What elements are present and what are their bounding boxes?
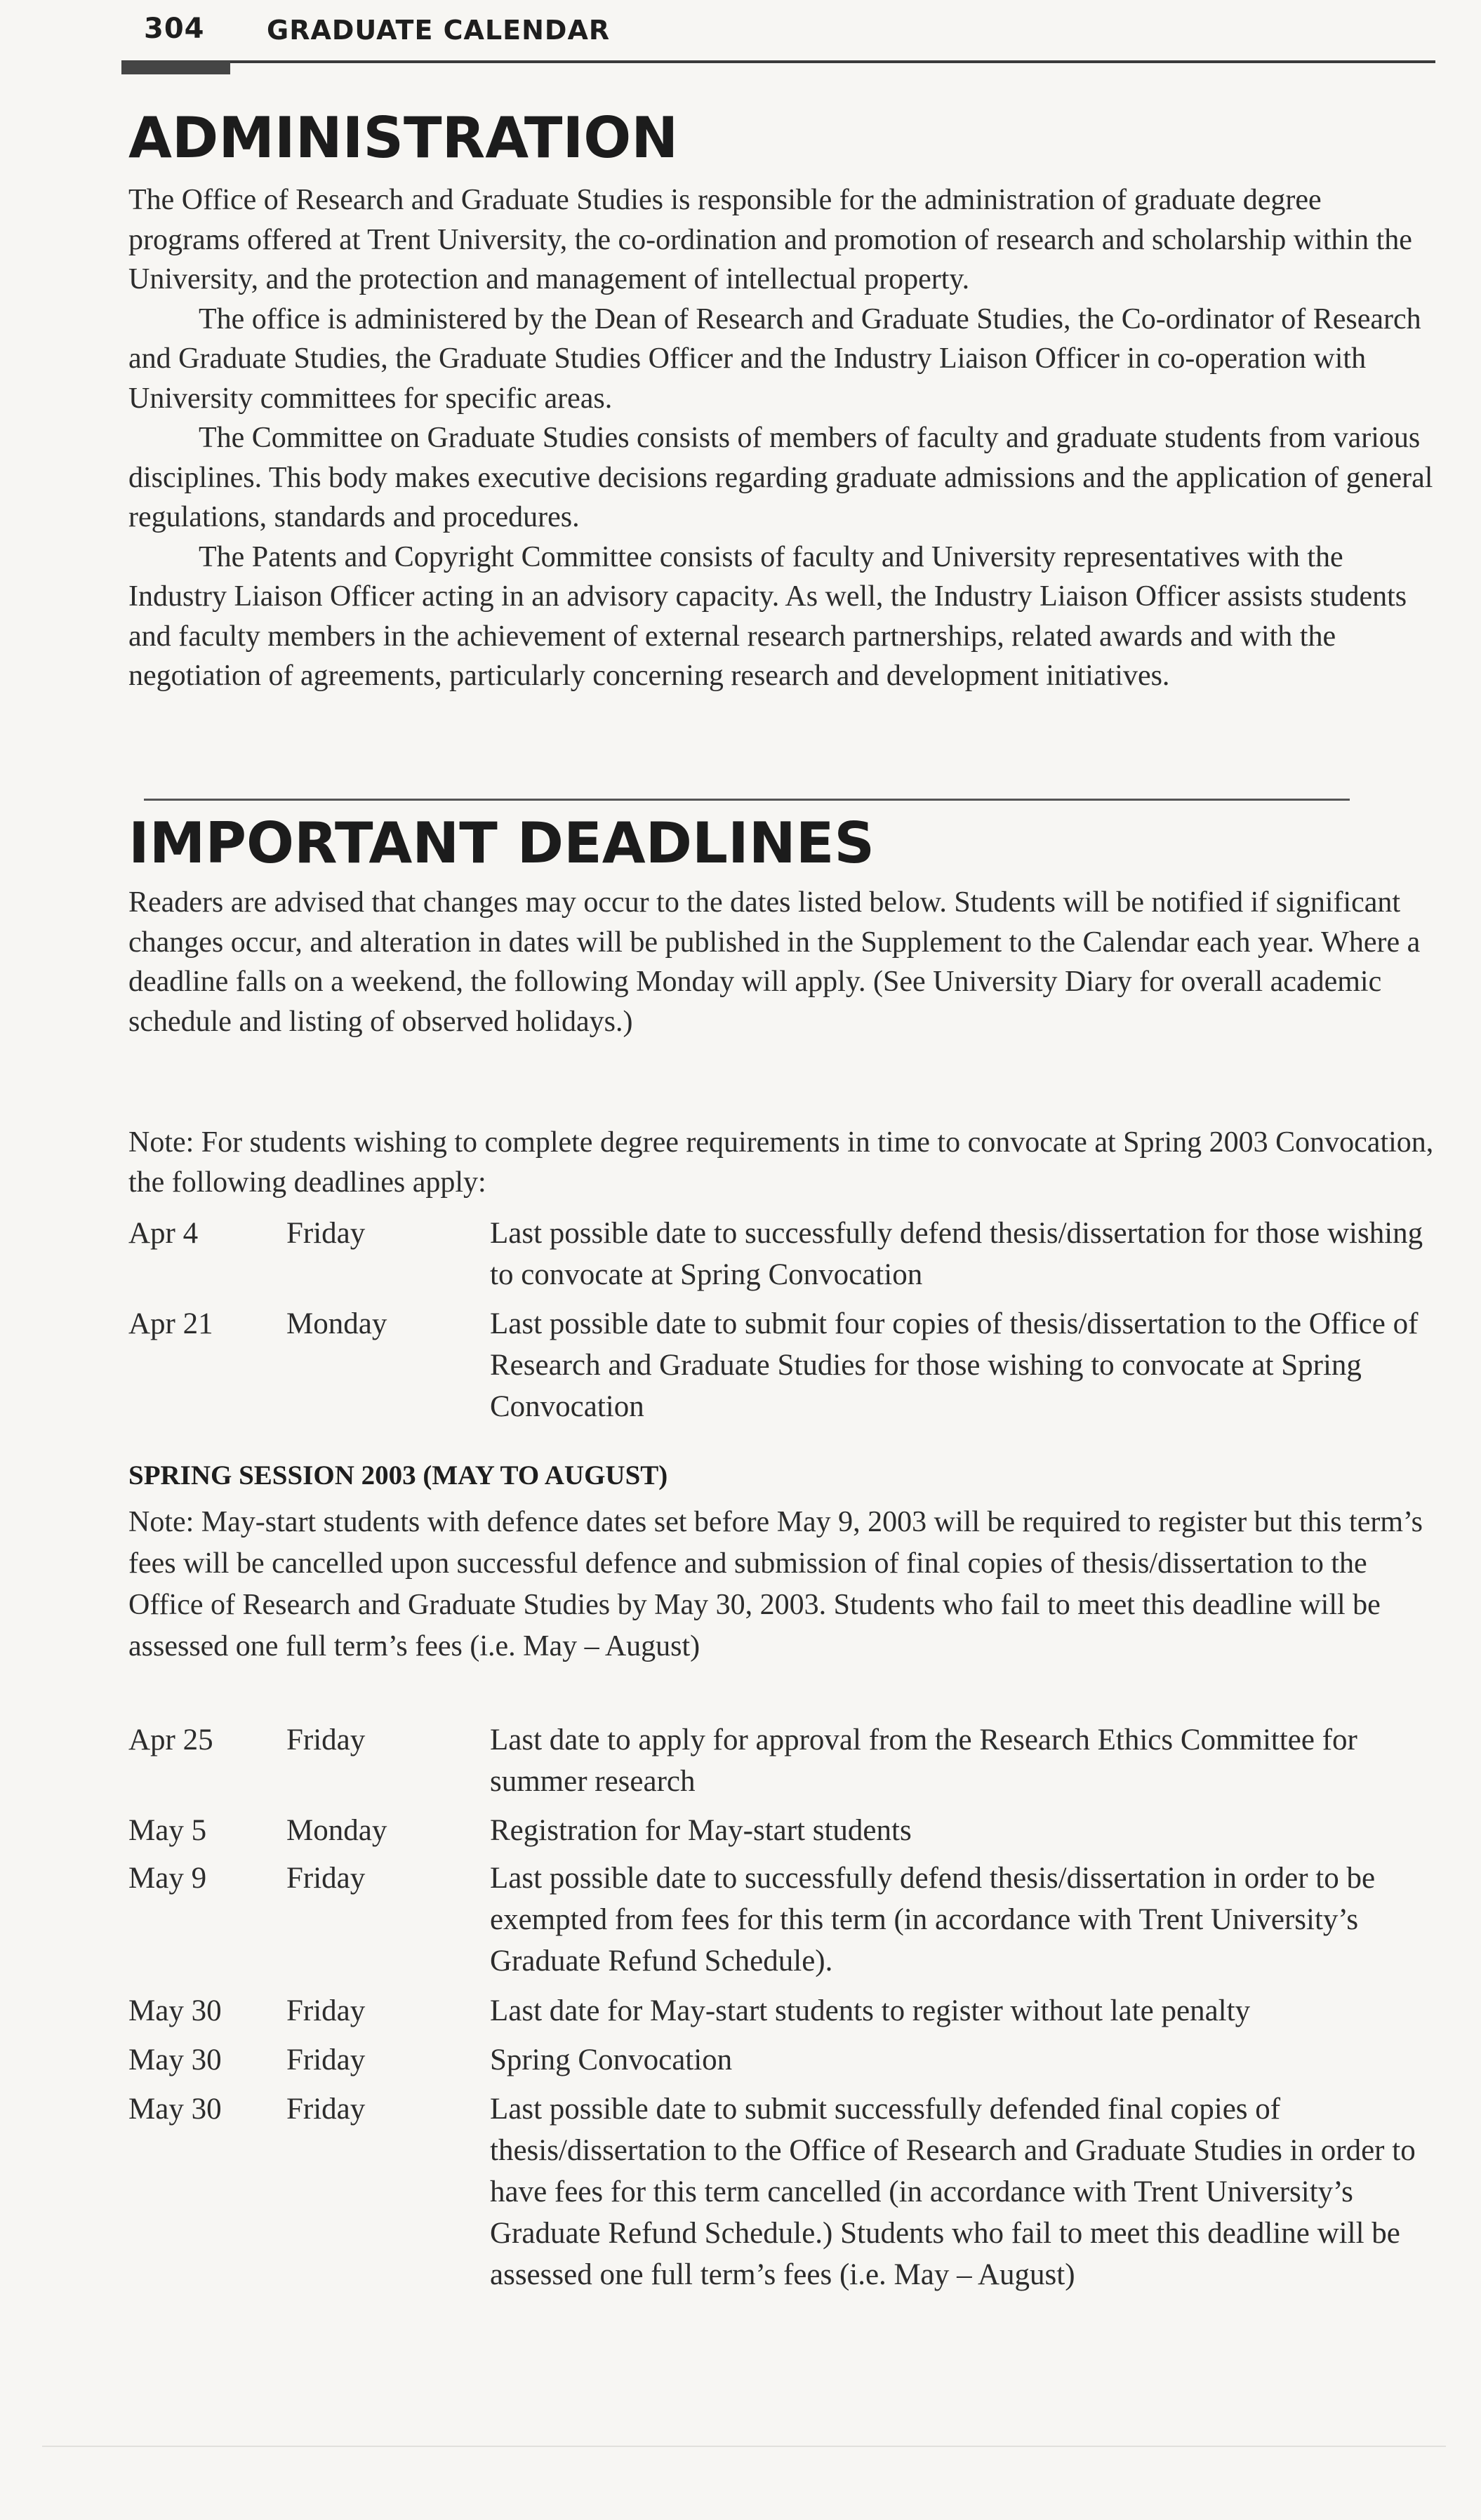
administration-body: [128, 180, 1434, 696]
header-rule-accent: [121, 61, 230, 74]
deadline-day: Monday: [286, 1307, 387, 1340]
section-divider: [144, 799, 1350, 801]
page-bottom-rule: [42, 2446, 1446, 2447]
spring-session-heading: SPRING SESSION 2003 (MAY TO AUGUST): [128, 1460, 668, 1491]
deadline-description: Last possible date to successfully defend thesis/dissertation in order to be exempted from fees for this term (in accordance with Trent University’s Graduate Refund Schedule).: [490, 1862, 1376, 1978]
deadline-description: Last possible date to successfully defend thesis/dissertation for those wishing to convocate at Spring Convocation: [490, 1217, 1423, 1291]
deadlines-intro: [128, 883, 1434, 1041]
deadline-date: May 30: [128, 2044, 222, 2076]
administration-paragraph: The Committee on Graduate Studies consists of members of faculty and graduate students from various disciplines. This body makes executive decisions regarding graduate admissions and the application of general regulations, standards and procedures.: [128, 422, 1433, 533]
convocation-note: [128, 1123, 1434, 1202]
spring-note-text: Note: May-start students with defence dates set before May 9, 2003 will be required to register but this term’s fees will be cancelled upon successful defence and submission of final copies of thesis/dissertation to the Office of Research and Graduate Studies by May 30, 2003. Students who fail to meet this deadline will be assessed one full term’s fees (i.e. May – August): [128, 1506, 1423, 1662]
deadline-description: Last possible date to submit successfully defended final copies of thesis/dissertation to the Office of Research and Graduate Studies in order to have fees for this term cancelled (in accordance with Trent University’s Graduate Refund Schedule.) Students who fail to meet this deadline will be assessed one full term’s fees (i.e. May – August): [490, 2093, 1416, 2291]
administration-heading: ADMINISTRATION: [128, 105, 679, 171]
deadline-day: Friday: [286, 1994, 366, 2027]
deadline-day: Friday: [286, 1862, 366, 1895]
deadlines-intro-text: Readers are advised that changes may occur to the dates listed below. Students will be notified if significant changes occur, and alteration in dates will be published in the Supplement to the Calendar each year. Where a deadline falls on a weekend, the following Monday will apply. (See University Diary for overall academic schedule and listing of observed holidays.): [128, 886, 1421, 1038]
deadline-date: May 5: [128, 1814, 207, 1847]
deadline-day: Friday: [286, 2093, 366, 2126]
deadline-date: Apr 21: [128, 1307, 213, 1340]
deadline-day: Friday: [286, 1724, 366, 1756]
deadline-description: Last date to apply for approval from the Research Ethics Committee for summer research: [490, 1724, 1357, 1798]
administration-paragraph: The office is administered by the Dean of Research and Graduate Studies, the Co-ordinator of Research and Graduate Studies, the Graduate Studies Officer and the Industry Liaison Officer in co-operation with University committees for specific areas.: [128, 302, 1421, 415]
administration-paragraph: The Patents and Copyright Committee consists of faculty and University representatives with the Industry Liaison Officer acting in an advisory capacity. As well, the Industry Liaison Officer assists students and faculty members in the achievement of external research partnerships, related awards and with the negotiation of agreements, particularly concerning research and development initiatives.: [128, 540, 1407, 692]
spring-note: [128, 1502, 1434, 1667]
page-number: 304: [144, 13, 205, 45]
deadline-date: May 30: [128, 1994, 222, 2027]
calendar-title: GRADUATE CALENDAR: [267, 15, 611, 46]
deadlines-heading: IMPORTANT DEADLINES: [128, 811, 875, 876]
deadline-description: Spring Convocation: [490, 2044, 733, 2076]
deadline-day: Monday: [286, 1814, 387, 1847]
deadline-day: Friday: [286, 1217, 366, 1250]
administration-paragraph: The Office of Research and Graduate Studies is responsible for the administration of graduate degree programs offered at Trent University, the co-ordination and promotion of research and scholarship within the University, and the protection and management of intellectual property.: [128, 184, 1412, 295]
deadline-day: Friday: [286, 2044, 366, 2076]
deadline-description: Last possible date to submit four copies of thesis/dissertation to the Office of Research and Graduate Studies for those wishing to convocate at Spring Convocation: [490, 1307, 1419, 1423]
deadline-date: May 9: [128, 1862, 207, 1895]
deadline-date: May 30: [128, 2093, 222, 2126]
deadline-date: Apr 4: [128, 1217, 199, 1250]
deadline-date: Apr 25: [128, 1724, 213, 1756]
deadline-description: Last date for May-start students to register without late penalty: [490, 1994, 1251, 2027]
header-rule: [121, 60, 1435, 63]
deadline-description: Registration for May-start students: [490, 1814, 912, 1847]
convocation-note-text: Note: For students wishing to complete degree requirements in time to convocate at Spring 2003 Convocation, the following deadlines apply:: [128, 1126, 1434, 1199]
